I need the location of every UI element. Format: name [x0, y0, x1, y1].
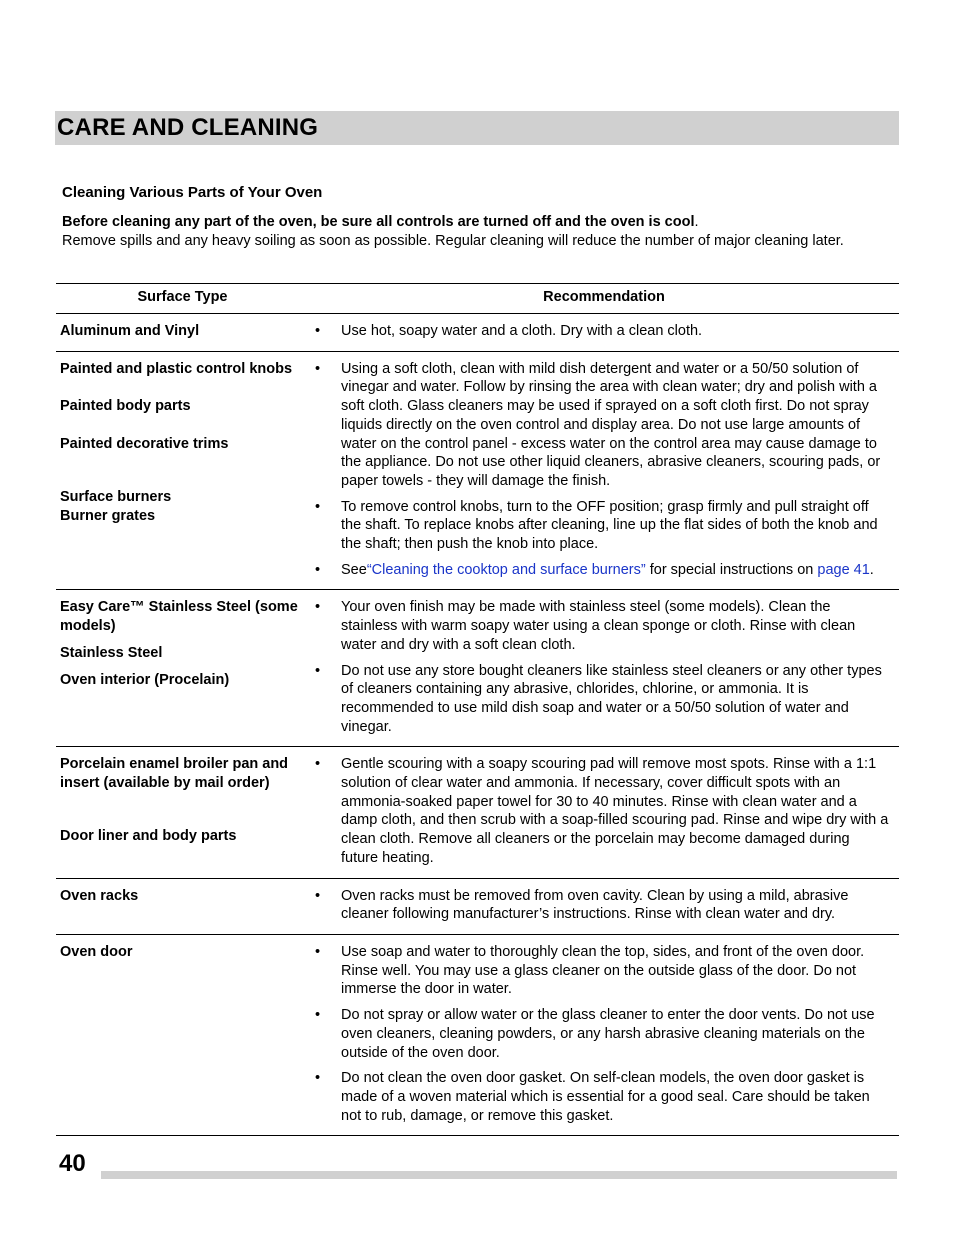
surface-label: Oven interior (Procelain) — [60, 671, 230, 688]
recommendation-cell — [309, 747, 899, 878]
table-row — [56, 590, 899, 747]
surface-label: Porcelain enamel broiler pan and insert (available by mail order) — [60, 756, 289, 792]
table-row — [56, 747, 899, 878]
surface-label: Door liner and body parts — [60, 827, 237, 844]
surface-label: Painted and plastic control knobs — [60, 360, 293, 377]
surface-label: Painted decorative trims — [60, 436, 229, 453]
safety-warning: Before cleaning any part of the oven, be sure all controls are turned off and the oven is cool — [62, 214, 695, 230]
page-title: CARE AND CLEANING — [57, 114, 319, 141]
surface-cell — [56, 590, 309, 747]
bullet-icon: • — [315, 943, 321, 960]
list-item: • Use hot, soapy water and a cloth. Dry with a clean cloth. — [315, 323, 703, 339]
bullet-icon: • — [315, 360, 321, 377]
bullet-icon: • — [315, 887, 321, 904]
surface-label: Oven racks — [60, 887, 139, 904]
surface-label: Easy Care™ Stainless Steel (some models) — [60, 599, 298, 635]
recommendation-cell — [309, 934, 899, 1135]
bullet-icon: • — [315, 1007, 321, 1024]
cleaning-table — [56, 283, 899, 1136]
intro-text: Before cleaning any part of the oven, be sure all controls are turned off and the oven is cool. Remove spills and any heavy soiling as soon as possible. Regular cleaning will reduce the number of major cleaning later. — [62, 214, 844, 249]
list-item: • To remove control knobs, turn to the OFF position; grasp firmly and pull straight off the shaft. To replace knobs after cleaning, line up the flat sides of both the knob and the shaft; then push the knob into place. — [315, 498, 878, 553]
bullet-icon: • — [315, 756, 321, 773]
list-item: • Do not use any store bought cleaners like stainless steel cleaners or any other types of cleaners containing any abrasive, chlorides, chlorine, or ammonia. It is recommended to use mild dish soap and water or a 50/50 solution of water and vinegar. — [315, 662, 882, 735]
cooktop-cleaning-link[interactable]: “Cleaning the cooktop and surface burners” — [366, 561, 646, 578]
header-bar — [55, 111, 899, 145]
bullet-icon: • — [315, 599, 321, 616]
list-item: • Do not spray or allow water or the glass cleaner to enter the door vents. Do not use oven cleaners, cleaning powders, or any harsh abrasive cleaning materials on the outside of the oven door. — [315, 1007, 875, 1061]
surface-label: Aluminum and Vinyl — [60, 323, 200, 339]
intro-paragraph: Remove spills and any heavy soiling as soon as possible. Regular cleaning will reduce the number of major cleaning later. — [62, 233, 844, 249]
surface-cell — [56, 314, 309, 352]
list-item: • Gentle scouring with a soapy scouring pad will remove most spots. Rinse with a 1:1 solution of clear water and ammonia. If necessary, cover difficult spots with an ammonia-soaked paper towel for 30 to 40 minutes. Rinse with clean water and a damp cloth, and then scrub with a soap-filled scouring pad. Rinse and wipe dry with a clean cloth. Remove all cleaners or the porcelain may become damaged during future heating. — [315, 756, 889, 866]
table-row — [56, 934, 899, 1135]
surface-cell — [56, 351, 309, 590]
list-item: • See“Cleaning the cooktop and surface burners” for special instructions on page 41. — [315, 561, 874, 578]
page-number: 40 — [59, 1150, 86, 1177]
bullet-icon: • — [315, 561, 321, 578]
list-item: • Do not clean the oven door gasket. On self-clean models, the oven door gasket is made of a woven material which is essential for a good seal. Care should be taken not to rub, damage, or remove this gasket. — [315, 1070, 870, 1124]
surface-label: Burner grates — [60, 507, 156, 524]
recommendation-cell — [309, 314, 899, 352]
surface-label: Stainless Steel — [60, 644, 163, 661]
surface-label: Surface burners — [60, 488, 172, 505]
table-row — [56, 878, 899, 934]
recommendation-cell — [309, 351, 899, 590]
page-41-link[interactable]: page 41 — [817, 561, 870, 578]
surface-cell — [56, 934, 309, 1135]
surface-cell — [56, 747, 309, 878]
col-header-surface: Surface Type — [56, 284, 309, 314]
table-row — [56, 351, 899, 590]
bullet-icon: • — [315, 1070, 321, 1087]
table-row — [56, 314, 899, 352]
list-item: • Using a soft cloth, clean with mild dish detergent and water or a 50/50 solution of vinegar and water. Follow by rinsing the area with clean water; dry and polish with a soft cloth. Glass cleaners may be used if sprayed on a soft cloth first. Do not spray liquids directly on the oven control and display area. Do not use large amounts of water on the control panel - excess water on the control area may cause damage to the appliance. Do not use other liquid cleaners, abrasive cleaners, scouring pads, or paper towels - they will damage the finish. — [315, 360, 881, 489]
list-item: • Use soap and water to thoroughly clean the top, sides, and front of the oven door. Rinse well. You may use a glass cleaner on the outside glass of the door. Do not immerse the door in water. — [315, 943, 865, 998]
surface-label: Painted body parts — [60, 398, 191, 415]
recommendation-cell — [309, 878, 899, 934]
col-header-recommendation: Recommendation — [309, 284, 899, 314]
surface-cell — [56, 878, 309, 934]
bullet-icon: • — [315, 498, 321, 515]
table-header-row — [56, 284, 899, 314]
recommendation-cell — [309, 590, 899, 747]
bullet-icon: • — [315, 323, 321, 339]
surface-label: Oven door — [60, 943, 133, 960]
section-title: Cleaning Various Parts of Your Oven — [62, 184, 323, 201]
bullet-icon: • — [315, 662, 321, 679]
list-item: • Your oven finish may be made with stainless steel (some models). Clean the stainless with warm soapy water using a clean sponge or cloth. Rinse with clean water and dry with a soft clean cloth. — [315, 599, 856, 653]
list-item: • Oven racks must be removed from oven cavity. Clean by using a mild, abrasive cleaner following manufacturer’s instructions. Rinse with clean water and dry. — [315, 887, 849, 923]
footer-bar — [101, 1171, 897, 1179]
